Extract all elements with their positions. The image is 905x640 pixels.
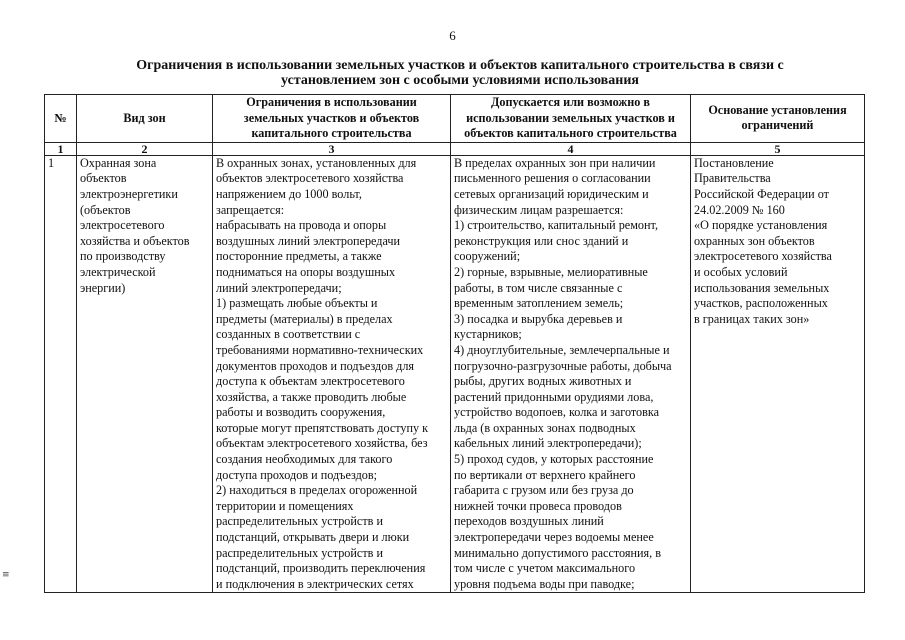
cell-text-line: объектов электросетевого хозяйства	[216, 171, 404, 186]
cell-text-line: использования земельных	[694, 280, 830, 295]
title-line: установлением зон с особыми условиями использования	[281, 73, 639, 88]
cell-text-line: Охранная зона	[80, 155, 157, 170]
header-zone-type: Вид зон	[77, 95, 213, 143]
page-number: 6	[449, 28, 456, 43]
cell-text-line: создания необходимых для такого	[216, 452, 393, 467]
allowed-cell	[451, 155, 691, 593]
cell-text-line: 3) посадка и вырубка деревьев и	[454, 311, 623, 326]
cell-text-line: 1) размещать любые объекты и	[216, 296, 378, 311]
cell-text-line: устройство водопоев, колка и заготовка	[454, 405, 660, 420]
cell-text-line: подстанций, открывать двери и люки	[216, 530, 410, 545]
cell-text-line: требованиями нормативно-технических	[216, 342, 424, 357]
cell-text-line: сооружений;	[454, 249, 521, 264]
cell-text-line: электросетевого хозяйства	[694, 249, 832, 264]
cell-text-line: временным затоплением земель;	[454, 296, 624, 311]
cell-text-line: подстанций, производить переключения	[216, 561, 426, 576]
restrictions-table	[44, 94, 865, 593]
cell-text-line: 5) проход судов, у которых расстояние	[454, 452, 654, 467]
cell-text-line: воздушных линий электропередачи	[216, 233, 401, 248]
cell-text-line: энергии)	[80, 280, 126, 295]
cell-text-line: и особых условий	[694, 264, 788, 279]
cell-text-line: документов проходов и подъездов для	[216, 358, 415, 373]
cell-text-line: (объектов	[80, 202, 131, 217]
header-allowed: Допускается или возможно в использовании земельных участков и объектов капитального строительства	[451, 95, 691, 143]
column-number: 2	[77, 142, 213, 155]
header-restrictions: Ограничения в использовании земельных участков и объектов капитального строительства	[213, 95, 451, 143]
cell-text-line: запрещается:	[216, 202, 285, 217]
header-basis: Основание установления ограничений	[691, 95, 865, 143]
cell-text-line: 1) строительство, капитальный ремонт,	[454, 218, 658, 233]
cell-text-line: посторонние предметы, а также	[216, 249, 382, 264]
column-number: 3	[213, 142, 451, 155]
cell-text-line: электрической	[80, 264, 156, 279]
cell-text-line: линий электропередачи;	[216, 280, 342, 295]
margin-mark: ≡	[2, 570, 10, 580]
column-number: 1	[45, 142, 77, 155]
cell-text-line: Постановление	[694, 155, 774, 170]
cell-text-line: участков, расположенных	[694, 296, 828, 311]
title-line: Ограничения в использовании земельных участков и объектов капитального строительства в связи с	[136, 58, 784, 73]
cell-text-line: хозяйства, а также проводить любые	[216, 389, 407, 404]
cell-text-line: кустарников;	[454, 327, 522, 342]
cell-text-line: предметы (материалы) в пределах	[216, 311, 393, 326]
cell-text-line: 2) горные, взрывные, мелиоративные	[454, 264, 648, 279]
cell-text-line: Правительства	[694, 171, 771, 186]
cell-text-line: доступа проходов и подъездов;	[216, 467, 378, 482]
cell-text-line: которые могут препятствовать доступу к	[216, 420, 429, 435]
cell-text-line: электросетевого	[80, 218, 165, 233]
cell-text-line: напряжением до 1000 вольт,	[216, 186, 362, 201]
cell-text-line: охранных зон объектов	[694, 233, 815, 248]
cell-text-line: В охранных зонах, установленных для	[216, 155, 417, 170]
cell-text-line: 24.02.2009 № 160	[694, 202, 785, 217]
cell-text-line: хозяйства и объектов	[80, 233, 190, 248]
cell-text-line: «О порядке установления	[694, 218, 828, 233]
cell-text-line: погрузочно-разгрузочные работы, добыча	[454, 358, 672, 373]
cell-text-line: в границах таких зон»	[694, 311, 810, 326]
cell-text-line: уровня подъема воды при паводке;	[454, 576, 635, 591]
cell-text-line: и подключения в электрических сетях	[216, 576, 414, 591]
column-number: 5	[691, 142, 865, 155]
cell-text-line: работы, в том числе связанные с	[454, 280, 623, 295]
cell-text-line: распределительных устройств и	[216, 514, 383, 529]
cell-text-line: подниматься на опоры воздушных	[216, 264, 396, 279]
cell-text-line: физическим лицам разрешается:	[454, 202, 624, 217]
cell-text-line: работы и возводить сооружения,	[216, 405, 386, 420]
cell-text-line: Российской Федерации от	[694, 186, 829, 201]
cell-text-line: нижней точки провеса проводов	[454, 498, 622, 513]
cell-text-line: 2) находиться в пределах огороженной	[216, 483, 418, 498]
cell-text-line: минимально допустимого расстояния, в	[454, 545, 661, 560]
column-number-row	[45, 142, 865, 155]
cell-text-line: территории и помещениях	[216, 498, 354, 513]
cell-text-line: созданных в соответствии с	[216, 327, 361, 342]
cell-text-line: распределительных устройств и	[216, 545, 383, 560]
column-number: 4	[451, 142, 691, 155]
cell-text-line: объектам электросетевого хозяйства, без	[216, 436, 428, 451]
cell-text-line: реконструкция или снос зданий и	[454, 233, 629, 248]
header-row	[45, 95, 865, 143]
cell-text-line: набрасывать на провода и опоры	[216, 218, 387, 233]
cell-text-line: доступа к объектам электросетевого	[216, 374, 405, 389]
cell-text-line: объектов	[80, 171, 127, 186]
cell-text-line: по вертикали от верхнего крайнего	[454, 467, 636, 482]
cell-text-line: льда (в охранных зонах подводных	[454, 420, 636, 435]
basis-cell	[691, 155, 865, 593]
header-number: №	[45, 95, 77, 143]
zone-type-cell	[77, 155, 213, 593]
cell-text-line: габарита с грузом или без груза до	[454, 483, 634, 498]
cell-text-line: 4) дноуглубительные, землечерпальные и	[454, 342, 670, 357]
cell-text-line: по производству	[80, 249, 166, 264]
restrictions-cell	[213, 155, 451, 593]
document-title	[60, 58, 860, 88]
row-number: 1	[45, 155, 77, 593]
cell-text-line: рыбы, других водных животных и	[454, 374, 632, 389]
cell-text-line: сетевых организаций юридическим и	[454, 186, 649, 201]
cell-text-line: том числе с учетом максимального	[454, 561, 636, 576]
cell-text-line: электроэнергетики	[80, 186, 178, 201]
cell-text-line: кабельных линий электропередачи);	[454, 436, 642, 451]
cell-text-line: переходов воздушных линий	[454, 514, 604, 529]
cell-text-line: электропередачи через водоемы менее	[454, 530, 654, 545]
cell-text-line: растений придонными орудиями лова,	[454, 389, 654, 404]
table-row	[45, 155, 865, 593]
cell-text-line: В пределах охранных зон при наличии	[454, 155, 656, 170]
cell-text-line: письменного решения о согласовании	[454, 171, 651, 186]
